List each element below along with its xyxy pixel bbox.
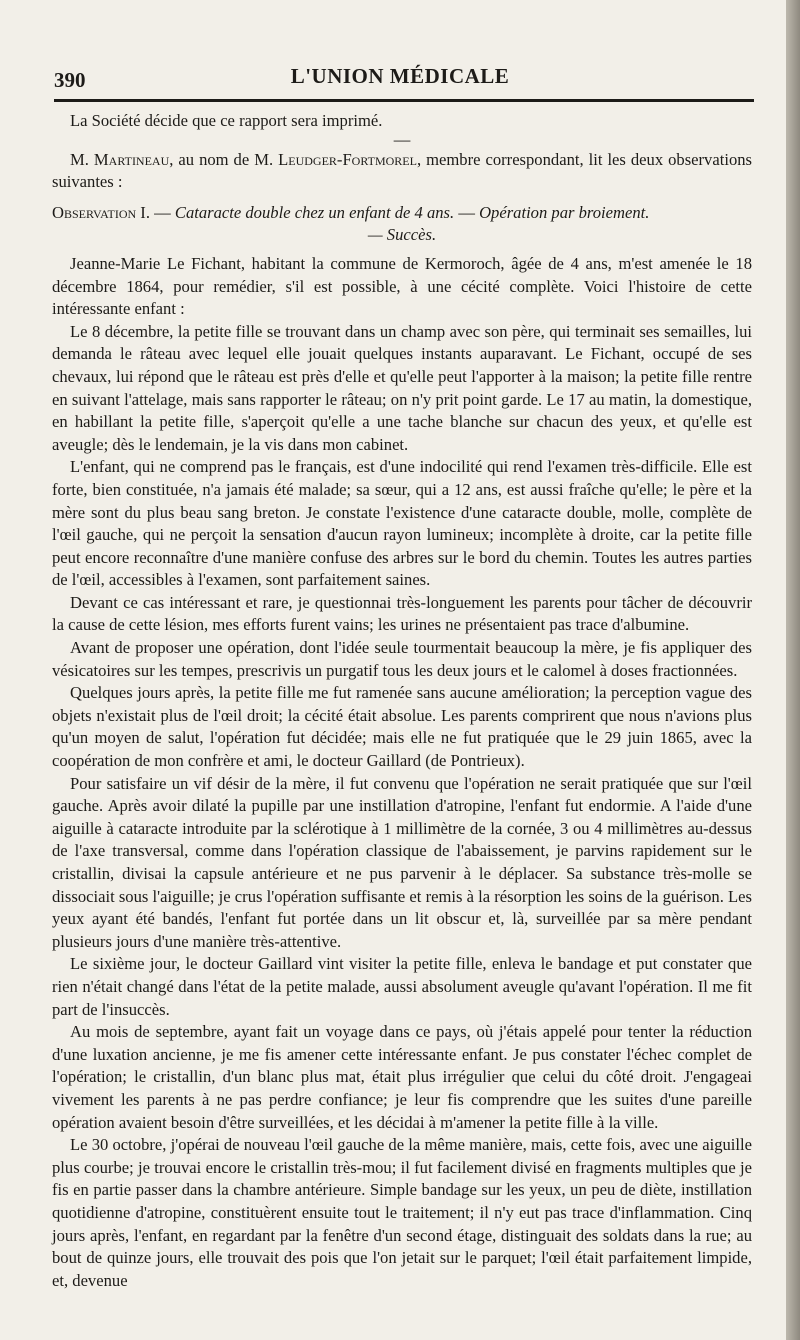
paragraph: L'enfant, qui ne comprend pas le français, est d'une indocilité qui rend l'examen très-difficile. Elle est forte, bien constituée, n'a jamais été malade; sa sœur, qui a 12 ans, est aussi fraîche qu'elle; le père et la mère sont du plus beau sang breton. Je constate l'existence d'une cataracte double, molle, complète de l'œil gauche, qui ne perçoit la sensation d'aucun rayon lumineux; incomplète à droite, car la petite fille peut encore reconnaître d'une manière confuse des arbres sur le bord du chemin. Toutes les autres parties de l'œil, accessibles à l'examen, sont parfaitement saines. <box>52 457 752 590</box>
page-number: 390 <box>54 68 86 92</box>
observation-subtitle: Opération par broiement. <box>479 202 650 222</box>
observation-sep: — <box>149 202 175 222</box>
presenter-prefix: M. <box>70 149 94 169</box>
paragraph: Jeanne-Marie Le Fichant, habitant la commune de Kermoroch, âgée de 4 ans, m'est amenée le 18 décembre 1864, pour remédier, s'il est possible, à une cécité complète. Voici l'histoire de cette intéressante enfant : <box>52 253 752 319</box>
header-rule <box>54 99 754 102</box>
observation-outcome: — Succès. <box>367 225 437 245</box>
section-dash: — <box>393 129 411 149</box>
presenter-name: Martineau <box>93 149 170 169</box>
presenter-line <box>52 149 752 194</box>
page-body <box>52 110 752 1292</box>
paragraph: Devant ce cas intéressant et rare, je questionnai très-longuement les parents pour tâcher de découvrir la cause de cette lésion, mes efforts furent vains; les urines ne présentaient pas trace d'albumine. <box>52 592 752 635</box>
paragraph: Le 30 octobre, j'opérai de nouveau l'œil gauche de la même manière, mais, cette fois, avec une aiguille plus courbe; je trouvai encore le cristallin très-mou; il fut facilement divisé en fragments multiples que je fis en partie passer dans la chambre antérieure. Simple bandage sur les yeux, un peu de diète, instillation quotidienne d'atropine, constituèrent ensuite tout le traitement; il n'y eut pas trace d'inflammation. Cinq jours après, l'enfant, en regardant par la fenêtre d'un second étage, distinguait des soldats dans la rue; au bout de quinze jours, elle trouvait des pois que l'on jetait sur le parquet; l'œil était parfaitement limpide, et, devenue <box>52 1135 752 1290</box>
observation-title: Cataracte double chez un enfant de 4 ans. <box>174 202 455 222</box>
presenter-suffix: , membre correspondant, lit les deux observations suivantes : <box>52 149 752 192</box>
page-gutter <box>786 0 800 1340</box>
presenter-mid: , au nom de M. <box>169 149 279 169</box>
paragraph: Avant de proposer une opération, dont l'idée seule tourmentait beaucoup la mère, je fis appliquer des vésicatoires sur les tempes, prescrivis un purgatif tous les deux jours et le calomel à doses fractionnées. <box>52 638 752 680</box>
paragraph: Le sixième jour, le docteur Gaillard vint visiter la petite fille, enleva le bandage et put constater que rien n'était changé dans l'état de la petite malade, aussi absolument aveugle qu'avant l'opération. Il me fit part de l'insuccès. <box>52 954 752 1019</box>
observation-sep2: — <box>454 202 480 222</box>
running-header <box>50 62 750 92</box>
paragraph: Le 8 décembre, la petite fille se trouvant dans un champ avec son père, qui terminait ses semailles, lui demanda le râteau avec lequel elle jouait quelques instants auparavant. Le Fichant, occupé de ses chevaux, lui répond que le râteau est près d'elle et qu'elle peut l'apporter à la maison; la petite fille rentre en suivant l'attelage, mais sans rapporter le râteau; on n'y prit point garde. Le 17 au matin, la domestique, en habillant la petite fille, s'aperçoit qu'elle a une tache blanche sur chacun des yeux, et qu'elle est aveugle; dès le lendemain, je la vis dans mon cabinet. <box>52 321 752 454</box>
member-name: Leudger-Fortmorel <box>278 149 417 169</box>
society-decision: La Société décide que ce rapport sera imprimé. <box>70 111 383 130</box>
observation-heading <box>52 202 752 225</box>
paragraph: Pour satisfaire un vif désir de la mère, il fut convenu que l'opération ne serait pratiquée que sur l'œil gauche. Après avoir dilaté la pupille par une instillation d'atropine, l'enfant fut endormie. A l'aide d'une aiguille à cataracte introduite par la sclérotique à 1 millimètre de la cornée, 3 ou 4 millimètres au-dessus de l'axe transversal, comme dans l'opération classique de l'abaissement, je parvins rapidement sur le cristallin, divisai la capsule antérieure et ne pus parvenir à le déplacer. Sa substance très-molle se dissociait sous l'aiguille; je crus l'opération suffisante et remis à la résorption les soins de la guérison. Les yeux ayant été bandés, l'enfant fut portée dans un lit obscur et, là, surveillée par sa mère pendant plusieurs jours d'une manière très-attentive. <box>52 773 752 951</box>
observation-label: Observation I. <box>52 202 150 222</box>
paragraph: Au mois de septembre, ayant fait un voyage dans ce pays, où j'étais appelé pour tenter la réduction d'une luxation ancienne, je me fis amener cette intéressante enfant. Je pus constater l'échec complet de l'opération; le cristallin, d'un blanc plus mat, était plus irrégulier que celui du côté droit. J'engageai vivement les parents à ne pas perdre confiance; je leur fis comprendre que les suites d'une pareille opération avaient besoin d'être surveillées, et les décidai à m'amener la petite fille à la ville. <box>52 1022 752 1132</box>
journal-title: L'UNION MÉDICALE <box>290 64 510 88</box>
paragraph: Quelques jours après, la petite fille me fut ramenée sans aucune amélioration; la perception vague des objets n'existait plus de l'œil droit; la cécité était absolue. Les parents comprirent que nous n'avions plus qu'un moyen de salut, l'opération fut décidée; mais elle ne fut pratiquée que le 29 juin 1865, avec la coopération de mon confrère et ami, le docteur Gaillard (de Pontrieux). <box>52 683 752 771</box>
